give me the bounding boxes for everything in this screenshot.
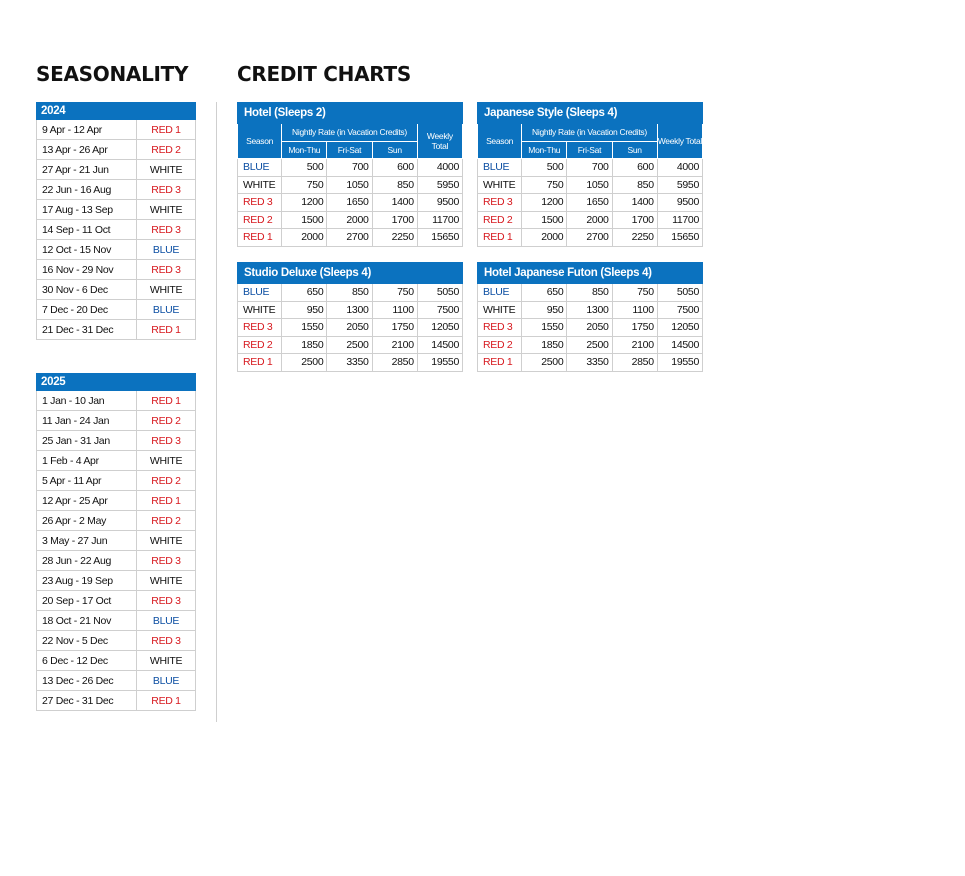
weekly-total-cell: 19550: [417, 354, 462, 372]
nightly-rate-cell: 2100: [612, 336, 657, 354]
season-label: RED 1: [478, 229, 522, 247]
weekly-total-cell: 12050: [417, 319, 462, 337]
credit-chart-hotel-japanese-futon: [477, 262, 703, 372]
date-range: 27 Dec - 31 Dec: [37, 691, 137, 711]
credit-row: [238, 301, 463, 319]
season-label: WHITE: [137, 571, 196, 591]
chart-title: Hotel Japanese Futon (Sleeps 4): [478, 263, 703, 284]
season-label: BLUE: [137, 611, 196, 631]
season-label: RED 3: [238, 194, 282, 212]
nightly-rate-cell: 2250: [612, 229, 657, 247]
credit-row: [478, 211, 703, 229]
weekly-total-cell: 5050: [417, 284, 462, 302]
season-row: [37, 551, 196, 571]
weekly-total-cell: 11700: [657, 211, 702, 229]
date-range: 3 May - 27 Jun: [37, 531, 137, 551]
date-range: 5 Apr - 11 Apr: [37, 471, 137, 491]
season-label: RED 1: [238, 229, 282, 247]
nightly-rate-cell: 850: [567, 284, 612, 302]
weekly-total-cell: 14500: [417, 336, 462, 354]
fri-sat-header: Fri-Sat: [567, 141, 612, 159]
season-row: [37, 691, 196, 711]
season-row: [37, 411, 196, 431]
season-label: WHITE: [137, 160, 196, 180]
date-range: 7 Dec - 20 Dec: [37, 300, 137, 320]
season-row: [37, 280, 196, 300]
season-col-header: Season: [238, 124, 282, 159]
nightly-rate-cell: 950: [522, 301, 567, 319]
nightly-rate-cell: 600: [612, 159, 657, 177]
date-range: 14 Sep - 11 Oct: [37, 220, 137, 240]
nightly-rate-cell: 1300: [327, 301, 372, 319]
season-label: BLUE: [238, 159, 282, 177]
season-row: [37, 471, 196, 491]
date-range: 28 Jun - 22 Aug: [37, 551, 137, 571]
credit-row: [238, 319, 463, 337]
season-row: [37, 240, 196, 260]
credit-row: [478, 336, 703, 354]
nightly-rate-cell: 850: [612, 176, 657, 194]
credit-chart-hotel: [237, 102, 463, 247]
nightly-rate-cell: 1300: [567, 301, 612, 319]
nightly-rate-cell: 2000: [327, 211, 372, 229]
season-label: WHITE: [238, 301, 282, 319]
weekly-total-header: Weekly Total: [657, 124, 702, 159]
date-range: 12 Apr - 25 Apr: [37, 491, 137, 511]
season-row: [37, 300, 196, 320]
season-label: RED 2: [238, 211, 282, 229]
season-label: RED 3: [137, 551, 196, 571]
date-range: 11 Jan - 24 Jan: [37, 411, 137, 431]
credit-row: [478, 176, 703, 194]
season-label: RED 2: [137, 511, 196, 531]
season-label: WHITE: [137, 200, 196, 220]
season-label: RED 2: [478, 336, 522, 354]
nightly-rate-cell: 850: [372, 176, 417, 194]
credit-row: [478, 319, 703, 337]
credit-row: [478, 229, 703, 247]
season-label: WHITE: [478, 176, 522, 194]
nightly-rate-cell: 1750: [372, 319, 417, 337]
nightly-rate-cell: 1500: [282, 211, 327, 229]
nightly-rate-cell: 750: [282, 176, 327, 194]
nightly-rate-cell: 2000: [522, 229, 567, 247]
season-row: [37, 511, 196, 531]
nightly-rate-cell: 1750: [612, 319, 657, 337]
season-row: [37, 631, 196, 651]
nightly-rate-cell: 1400: [372, 194, 417, 212]
nightly-rate-cell: 2050: [567, 319, 612, 337]
season-label: BLUE: [478, 284, 522, 302]
season-label: RED 2: [238, 336, 282, 354]
season-label: WHITE: [238, 176, 282, 194]
weekly-total-cell: 5950: [417, 176, 462, 194]
nightly-rate-cell: 2700: [567, 229, 612, 247]
nightly-rate-cell: 700: [567, 159, 612, 177]
sun-header: Sun: [372, 141, 417, 159]
season-label: WHITE: [137, 651, 196, 671]
season-label: RED 1: [137, 491, 196, 511]
nightly-rate-cell: 2100: [372, 336, 417, 354]
season-label: RED 1: [137, 120, 196, 140]
season-label: RED 1: [238, 354, 282, 372]
credit-row: [478, 194, 703, 212]
nightly-rate-cell: 2500: [567, 336, 612, 354]
weekly-total-cell: 11700: [417, 211, 462, 229]
nightly-rate-cell: 700: [327, 159, 372, 177]
date-range: 20 Sep - 17 Oct: [37, 591, 137, 611]
season-row: [37, 120, 196, 140]
nightly-rate-cell: 500: [282, 159, 327, 177]
season-label: RED 2: [478, 211, 522, 229]
credit-row: [478, 354, 703, 372]
season-row: [37, 451, 196, 471]
credit-row: [238, 336, 463, 354]
mon-thu-header: Mon-Thu: [282, 141, 327, 159]
date-range: 17 Aug - 13 Sep: [37, 200, 137, 220]
nightly-rate-cell: 650: [282, 284, 327, 302]
weekly-total-cell: 14500: [657, 336, 702, 354]
nightly-rate-cell: 2700: [327, 229, 372, 247]
nightly-rate-cell: 1700: [372, 211, 417, 229]
date-range: 18 Oct - 21 Nov: [37, 611, 137, 631]
season-label: BLUE: [478, 159, 522, 177]
fri-sat-header: Fri-Sat: [327, 141, 372, 159]
season-row: [37, 260, 196, 280]
nightly-rate-cell: 3350: [567, 354, 612, 372]
date-range: 26 Apr - 2 May: [37, 511, 137, 531]
nightly-rate-cell: 2050: [327, 319, 372, 337]
season-row: [37, 180, 196, 200]
nightly-rate-cell: 2850: [612, 354, 657, 372]
nightly-rate-cell: 1050: [567, 176, 612, 194]
nightly-rate-cell: 1650: [327, 194, 372, 212]
year-header: 2025: [37, 374, 196, 391]
weekly-total-cell: 12050: [657, 319, 702, 337]
credit-row: [478, 301, 703, 319]
date-range: 12 Oct - 15 Nov: [37, 240, 137, 260]
season-label: RED 3: [137, 180, 196, 200]
season-row: [37, 491, 196, 511]
weekly-total-cell: 9500: [657, 194, 702, 212]
season-row: [37, 611, 196, 631]
nightly-rate-cell: 950: [282, 301, 327, 319]
nightly-rate-cell: 1200: [522, 194, 567, 212]
nightly-rate-cell: 1200: [282, 194, 327, 212]
nightly-rate-cell: 1650: [567, 194, 612, 212]
weekly-total-cell: 4000: [417, 159, 462, 177]
nightly-rate-cell: 1550: [522, 319, 567, 337]
season-row: [37, 571, 196, 591]
weekly-total-cell: 15650: [417, 229, 462, 247]
date-range: 22 Nov - 5 Dec: [37, 631, 137, 651]
date-range: 1 Jan - 10 Jan: [37, 391, 137, 411]
weekly-total-cell: 5950: [657, 176, 702, 194]
season-label: RED 3: [238, 319, 282, 337]
season-row: [37, 591, 196, 611]
weekly-total-cell: 4000: [657, 159, 702, 177]
credit-row: [478, 159, 703, 177]
credit-chart-studio-deluxe: [237, 262, 463, 372]
seasonality-table-2024: [36, 102, 196, 340]
season-label: RED 2: [137, 140, 196, 160]
nightly-rate-header: Nightly Rate (in Vacation Credits): [522, 124, 658, 142]
date-range: 22 Jun - 16 Aug: [37, 180, 137, 200]
season-label: WHITE: [478, 301, 522, 319]
nightly-rate-cell: 750: [372, 284, 417, 302]
season-label: RED 1: [137, 391, 196, 411]
season-label: RED 3: [137, 431, 196, 451]
nightly-rate-cell: 1850: [522, 336, 567, 354]
season-label: RED 2: [137, 471, 196, 491]
nightly-rate-cell: 1850: [282, 336, 327, 354]
chart-title: Hotel (Sleeps 2): [238, 103, 463, 124]
nightly-rate-cell: 1550: [282, 319, 327, 337]
seasonality-heading: SEASONALITY: [36, 62, 189, 86]
date-range: 1 Feb - 4 Apr: [37, 451, 137, 471]
season-row: [37, 391, 196, 411]
mon-thu-header: Mon-Thu: [522, 141, 567, 159]
season-label: BLUE: [137, 300, 196, 320]
nightly-rate-cell: 3350: [327, 354, 372, 372]
credit-row: [238, 176, 463, 194]
season-label: RED 3: [478, 319, 522, 337]
nightly-rate-cell: 2250: [372, 229, 417, 247]
column-divider: [216, 102, 217, 722]
nightly-rate-cell: 1100: [372, 301, 417, 319]
season-label: RED 1: [478, 354, 522, 372]
season-label: BLUE: [238, 284, 282, 302]
date-range: 13 Dec - 26 Dec: [37, 671, 137, 691]
date-range: 30 Nov - 6 Dec: [37, 280, 137, 300]
season-row: [37, 320, 196, 340]
nightly-rate-cell: 2500: [522, 354, 567, 372]
seasonality-table-2025: [36, 373, 196, 711]
nightly-rate-cell: 750: [522, 176, 567, 194]
season-label: RED 3: [137, 260, 196, 280]
nightly-rate-cell: 2000: [567, 211, 612, 229]
date-range: 23 Aug - 19 Sep: [37, 571, 137, 591]
season-label: RED 1: [137, 691, 196, 711]
season-row: [37, 160, 196, 180]
credit-row: [478, 284, 703, 302]
season-row: [37, 220, 196, 240]
nightly-rate-cell: 850: [327, 284, 372, 302]
nightly-rate-cell: 1400: [612, 194, 657, 212]
date-range: 6 Dec - 12 Dec: [37, 651, 137, 671]
season-row: [37, 200, 196, 220]
season-label: RED 1: [137, 320, 196, 340]
date-range: 25 Jan - 31 Jan: [37, 431, 137, 451]
season-row: [37, 431, 196, 451]
season-row: [37, 140, 196, 160]
weekly-total-cell: 7500: [657, 301, 702, 319]
credit-row: [238, 194, 463, 212]
weekly-total-cell: 5050: [657, 284, 702, 302]
nightly-rate-cell: 500: [522, 159, 567, 177]
season-row: [37, 531, 196, 551]
weekly-total-cell: 15650: [657, 229, 702, 247]
credit-row: [238, 284, 463, 302]
date-range: 13 Apr - 26 Apr: [37, 140, 137, 160]
date-range: 16 Nov - 29 Nov: [37, 260, 137, 280]
nightly-rate-cell: 650: [522, 284, 567, 302]
credit-row: [238, 354, 463, 372]
credit-chart-japanese-style: [477, 102, 703, 247]
weekly-total-header: Weekly Total: [417, 124, 462, 159]
credit-row: [238, 229, 463, 247]
season-label: BLUE: [137, 671, 196, 691]
season-label: WHITE: [137, 531, 196, 551]
date-range: 9 Apr - 12 Apr: [37, 120, 137, 140]
date-range: 21 Dec - 31 Dec: [37, 320, 137, 340]
nightly-rate-cell: 1700: [612, 211, 657, 229]
season-label: RED 3: [137, 631, 196, 651]
season-row: [37, 651, 196, 671]
nightly-rate-header: Nightly Rate (in Vacation Credits): [282, 124, 418, 142]
season-label: RED 3: [478, 194, 522, 212]
season-label: RED 2: [137, 411, 196, 431]
chart-title: Studio Deluxe (Sleeps 4): [238, 263, 463, 284]
season-label: WHITE: [137, 451, 196, 471]
nightly-rate-cell: 600: [372, 159, 417, 177]
season-label: RED 3: [137, 220, 196, 240]
nightly-rate-cell: 2500: [282, 354, 327, 372]
weekly-total-cell: 9500: [417, 194, 462, 212]
credit-row: [238, 159, 463, 177]
season-label: BLUE: [137, 240, 196, 260]
credit-row: [238, 211, 463, 229]
nightly-rate-cell: 2500: [327, 336, 372, 354]
chart-title: Japanese Style (Sleeps 4): [478, 103, 703, 124]
credit-charts-heading: CREDIT CHARTS: [237, 62, 411, 86]
sun-header: Sun: [612, 141, 657, 159]
year-header: 2024: [37, 103, 196, 120]
nightly-rate-cell: 1050: [327, 176, 372, 194]
season-label: RED 3: [137, 591, 196, 611]
weekly-total-cell: 7500: [417, 301, 462, 319]
weekly-total-cell: 19550: [657, 354, 702, 372]
nightly-rate-cell: 750: [612, 284, 657, 302]
nightly-rate-cell: 2850: [372, 354, 417, 372]
season-row: [37, 671, 196, 691]
season-col-header: Season: [478, 124, 522, 159]
nightly-rate-cell: 1100: [612, 301, 657, 319]
nightly-rate-cell: 2000: [282, 229, 327, 247]
season-label: WHITE: [137, 280, 196, 300]
nightly-rate-cell: 1500: [522, 211, 567, 229]
date-range: 27 Apr - 21 Jun: [37, 160, 137, 180]
